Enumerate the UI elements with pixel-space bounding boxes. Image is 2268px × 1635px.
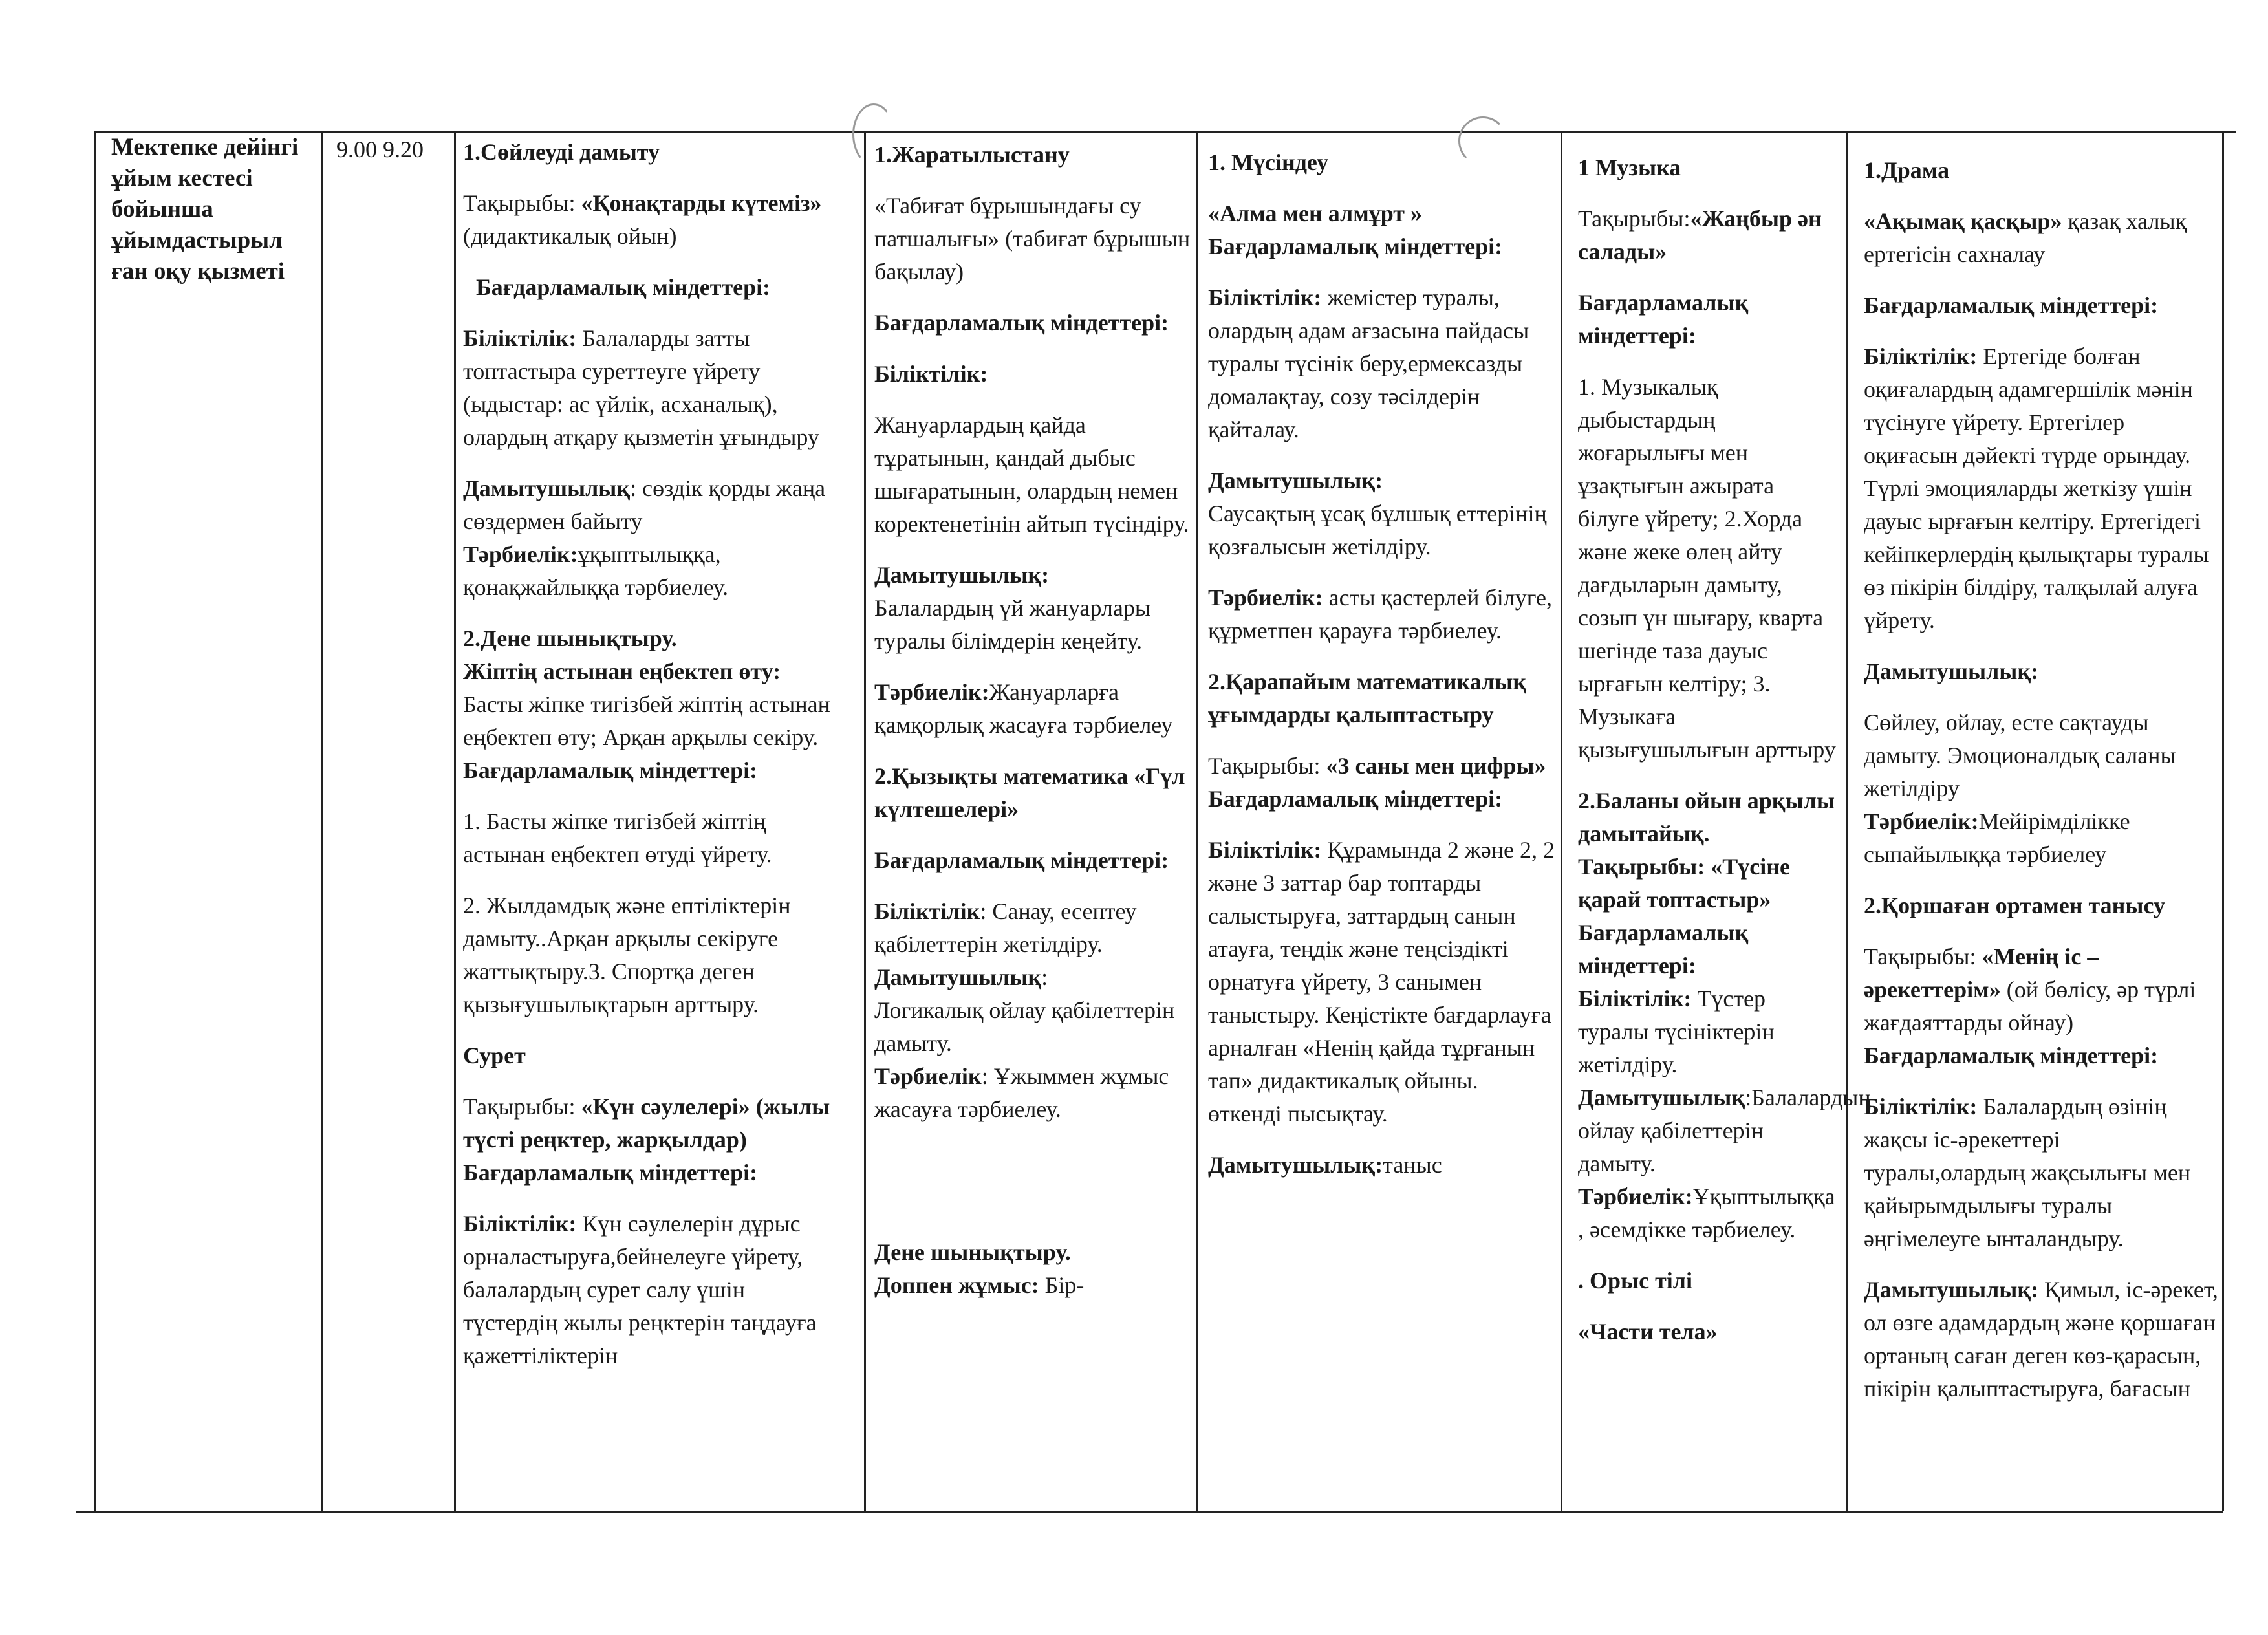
table-right-border bbox=[2222, 131, 2224, 1511]
col1-drawing-topic: Тақырыбы: «Күн сәулелері» (жылы түсті реңктер, жарқылдар) bbox=[463, 1094, 830, 1153]
col1-pe-task-1: 1. Басты жіпке тигізбей жіптің астынан еңбектеп өтуді үйрету. bbox=[463, 808, 772, 867]
activity-column-2 bbox=[874, 138, 1194, 1302]
col4-game-topic: Тақырыбы: «Түсіне қарай топтастыр» bbox=[1578, 854, 1790, 913]
col3-math-developing: Дамытушылық:таныс bbox=[1208, 1152, 1442, 1178]
col3-math-skill: Біліктілік: Құрамында 2 және 2, 2 және 3 заттар бар топтарды салыстыруға, заттардың санын атауға, теңдік және теңсіздікті орнатуға үйрету, 3 санымен таныстыру. Кеңістікте бағдарлауға арналған «Ненің қайда тұрғанын тап» дидактикалық ойыны. өткенді пысықтау. bbox=[1208, 837, 1555, 1127]
column-divider-4 bbox=[1196, 131, 1198, 1511]
col4-program-tasks: Бағдарламалық міндеттері: bbox=[1578, 290, 1749, 349]
col5-developing-label: Дамытушылық: bbox=[1864, 658, 2039, 684]
col4-game-developing: Дамытушылық:Балалардың ойлау қабілеттерін дамыту. bbox=[1578, 1085, 1871, 1176]
col2-math-skill: Біліктілік: Санау, есептеу қабілеттерін жетілдіру. bbox=[874, 898, 1137, 957]
col3-upbringing: Тәрбиелік: асты қастерлей білуге, құрметпен қарауға тәрбиелеу. bbox=[1208, 585, 1552, 644]
col3-skill: Біліктілік: жемістер туралы, олардың адам ағзасына пайдасы туралы түсінік беру,ермексазды домалақтау, созу тәсілдерін қайталау. bbox=[1208, 285, 1529, 442]
col1-pe-task-2: 2. Жылдамдық және ептіліктерін дамыту..Арқан арқылы секіруге жаттықтыру.3. Спортқа деген қызығушылықтарын арттыру. bbox=[463, 893, 791, 1017]
col3-developing: Дамытушылық: Саусақтың ұсақ бұлшық еттерінің қозғалысын жетілдіру. bbox=[1208, 468, 1547, 559]
col1-pe-text: Басты жіпке тигізбей жіптің астынан еңбектеп өту; Арқан арқылы секіру. bbox=[463, 691, 830, 750]
col2-math-upbringing: Тәрбиелік: Ұжыммен жұмыс жасауға тәрбиелеу. bbox=[874, 1063, 1169, 1122]
col5-skill: Біліктілік: Ертегіде болған оқиғалардың адамгершілік мәнін түсінуге үйрету. Ертегілер оқиғасын дәйекті түрде орындау. Түрлі эмоцияларды жеткізу үшін дауыс ырғағын келтіру. Ертегідегі кейіпкерлердің қылықтары туралы өз пікірін білдіру, талқылай алуға үйрету. bbox=[1864, 343, 2209, 633]
col2-program-tasks: Бағдарламалық міндеттері: bbox=[874, 310, 1169, 336]
col4-music-tasks: 1. Музыкалық дыбыстардың жоғарылығы мен ұзақтығын ажырата білуге үйрету; 2.Хорда және жеке өлең айту дағдыларын дамыту, созып үн шығару, кварта шегінде таза дауыс ырғағын келтіру; 3. Музыкаға қызығушылығын арттыру bbox=[1578, 374, 1836, 763]
col2-math-title: 2.Қызықты математика «Гүл күлтешелері» bbox=[874, 763, 1185, 822]
col1-speech-title: 1.Сөйлеуді дамыту bbox=[463, 139, 660, 165]
col5-environment-tasks: Бағдарламалық міндеттері: bbox=[1864, 1043, 2159, 1068]
table-top-border bbox=[96, 131, 2236, 133]
col2-nature-topic: «Табиғат бұрышындағы су патшалығы» (табиғат бұрышын бақылау) bbox=[874, 193, 1191, 285]
col5-drama-topic: «Ақымақ қасқыр» қазақ халық ертегісін сахналау bbox=[1864, 208, 2187, 267]
col4-game-upbringing: Тәрбиелік:Ұқыптылыққа , әсемдікке тәрбиелеу. bbox=[1578, 1184, 1835, 1242]
activity-column-3 bbox=[1208, 146, 1557, 1182]
row-header-text: Мектепке дейінгі ұйым кестесі бойынша ұйымдастырыл ған оқу қызметі bbox=[111, 134, 299, 285]
col1-topic: Тақырыбы: «Қонақтарды күтеміз» (дидактикалық ойын) bbox=[463, 190, 822, 249]
activity-column-5 bbox=[1864, 154, 2219, 1405]
table-bottom-border bbox=[76, 1511, 2223, 1513]
col3-math-title: 2.Қарапайым математикалық ұғымдарды қалыптастыру bbox=[1208, 669, 1527, 728]
col1-drawing-title: Сурет bbox=[463, 1043, 526, 1068]
col5-environment-topic: Тақырыбы: «Менің іс – әрекеттерім» (ой бөлісу, әр түрлі жағдаяттарды ойнау) bbox=[1864, 944, 2196, 1035]
col1-pe-tasks: Бағдарламалық міндеттері: bbox=[463, 757, 758, 783]
col3-math-topic: Тақырыбы: «3 саны мен цифры» bbox=[1208, 753, 1546, 779]
col5-drama-title: 1.Драма bbox=[1864, 157, 1950, 183]
col2-nature-title: 1.Жаратылыстану bbox=[874, 142, 1070, 168]
col3-program-tasks: Бағдарламалық міндеттері: bbox=[1208, 233, 1503, 259]
activity-column-4 bbox=[1578, 151, 1871, 1348]
col4-game-tasks: Бағдарламалық міндеттері: bbox=[1578, 920, 1749, 979]
col1-drawing-skill: Біліктілік: Күн сәулелерін дұрыс орналастыруға,бейнелеуге үйрету, балалардың сурет салу үшін түстердің жылы реңктерін таңдауға қажеттіліктерін bbox=[463, 1211, 817, 1369]
row-header-cell bbox=[111, 132, 316, 287]
col2-skill-label: Біліктілік: bbox=[874, 361, 988, 387]
col4-russian-title: . Орыс тілі bbox=[1578, 1268, 1692, 1294]
col2-pe-ball: Доппен жұмыс: Бір- bbox=[874, 1272, 1085, 1298]
col4-russian-topic: «Части тела» bbox=[1578, 1319, 1718, 1345]
table-left-border bbox=[94, 131, 96, 1511]
col2-developing: Дамытушылық: Балалардың үй жануарлары туралы білімдерін кеңейту. bbox=[874, 562, 1151, 654]
activity-column-1 bbox=[463, 136, 841, 1372]
col3-math-tasks: Бағдарламалық міндеттері: bbox=[1208, 786, 1503, 812]
col5-environment-skill: Біліктілік: Балалардың өзінің жақсы іс-әрекеттері туралы,олардың жақсылығы мен қайырымдылығы туралы әңгімелеуге ынталандыру. bbox=[1864, 1094, 2191, 1251]
col1-pe-title: 2.Дене шынықтыру. bbox=[463, 625, 677, 651]
col2-pe-title: Дене шынықтыру. bbox=[874, 1239, 1071, 1265]
col4-game-title: 2.Баланы ойын арқылы дамытайық. bbox=[1578, 788, 1835, 847]
col4-music-title: 1 Музыка bbox=[1578, 155, 1681, 180]
column-divider-3 bbox=[864, 131, 866, 1511]
col4-game-skill: Біліктілік: Түстер туралы түсініктерін жетілдіру. bbox=[1578, 986, 1775, 1077]
time-text: 9.00 9.20 bbox=[336, 136, 424, 162]
time-cell bbox=[336, 133, 453, 166]
col1-program-tasks: Бағдарламалық міндеттері: bbox=[476, 274, 771, 300]
col3-modeling-topic: «Алма мен алмұрт » bbox=[1208, 200, 1422, 226]
col1-pe-subtitle: Жіптің астынан еңбектеп өту: bbox=[463, 658, 781, 684]
col3-modeling-title: 1. Мүсіндеу bbox=[1208, 149, 1328, 175]
col5-environment-developing: Дамытушылық: Қимыл, іс-әрекет, ол өзге адамдардың және қоршаған ортаның саған деген көз-қарасын, пікірін қалыптастыруға, бағасын bbox=[1864, 1277, 2218, 1402]
col5-environment-title: 2.Қоршаған ортамен танысу bbox=[1864, 893, 2165, 918]
col4-music-topic: Тақырыбы:«Жаңбыр ән салады» bbox=[1578, 206, 1822, 265]
col1-skill: Біліктілік: Балаларды затты топтастыра суреттеуге үйрету (ыдыстар: ас үйлік, асханалық), олардың атқару қызметін ұғындыру bbox=[463, 325, 819, 450]
column-divider-2 bbox=[454, 131, 456, 1511]
col2-math-tasks: Бағдарламалық міндеттері: bbox=[874, 847, 1169, 873]
col5-developing-text: Сөйлеу, ойлау, есте сақтауды дамыту. Эмоционалдық саланы жетілдіру bbox=[1864, 709, 2176, 801]
col2-math-developing: Дамытушылық: Логикалық ойлау қабілеттерін дамыту. bbox=[874, 964, 1175, 1056]
col1-developing: Дамытушылық: сөздік қорды жаңа сөздермен байыту bbox=[463, 475, 826, 534]
col5-program-tasks: Бағдарламалық міндеттері: bbox=[1864, 292, 2159, 318]
col1-drawing-tasks: Бағдарламалық міндеттері: bbox=[463, 1160, 758, 1186]
column-divider-1 bbox=[321, 131, 323, 1511]
col5-upbringing: Тәрбиелік:Мейірімділікке сыпайылыққа тәрбиелеу bbox=[1864, 808, 2130, 867]
column-divider-6 bbox=[1846, 131, 1848, 1511]
col1-upbringing: Тәрбиелік:ұқыптылыққа, қонақжайлыққа тәрбиелеу. bbox=[463, 541, 729, 600]
col2-upbringing: Тәрбиелік:Жануарларға қамқорлық жасауға тәрбиелеу bbox=[874, 679, 1173, 738]
col2-skill-text: Жануарлардың қайда тұратынын, қандай дыбыс шығаратынын, олардың немен коректенетінін айтып түсіндіру. bbox=[874, 412, 1189, 537]
column-divider-5 bbox=[1561, 131, 1562, 1511]
